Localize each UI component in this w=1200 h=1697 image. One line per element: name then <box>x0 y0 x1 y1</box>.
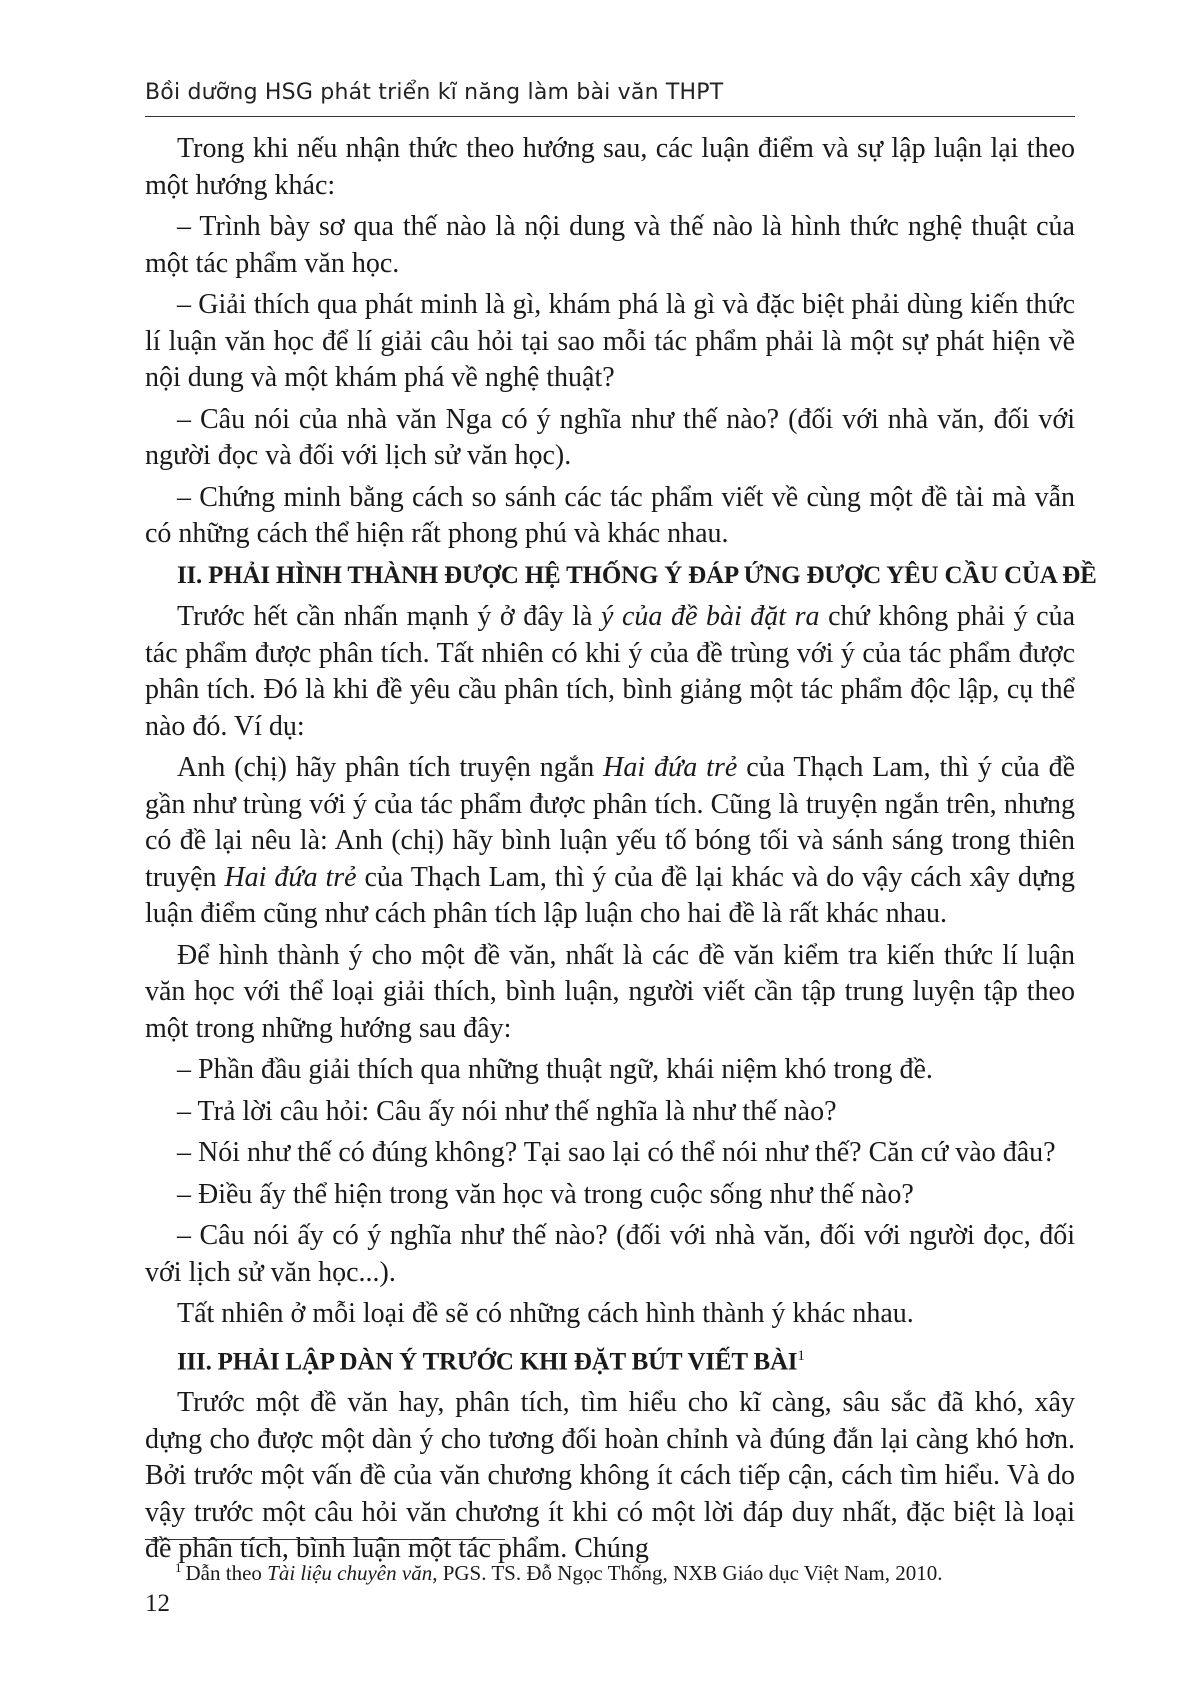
header-divider <box>145 116 1075 117</box>
section-heading-ii: II. PHẢI HÌNH THÀNH ĐƯỢC HỆ THỐNG Ý ĐÁP ỨNG ĐƯỢC YÊU CẦU CỦA ĐỀ <box>177 561 1097 589</box>
text-run: Trước hết cần nhấn mạnh ý ở đây là <box>177 601 602 632</box>
page-number: 12 <box>145 1590 170 1617</box>
paragraph: Trong khi nếu nhận thức theo hướng sau, các luận điểm và sự lập luận lại theo một hướng khác: <box>145 133 1075 201</box>
text-run: chứ không phải ý của tác phẩm được phân tích. Tất nhiên có khi ý của đề trùng với ý của tác phẩm được phân tích. Đó là khi đề yêu cầu phân tích, bình giảng một tác phẩm độc lập, cụ thể nào đó. Ví dụ: <box>145 601 1075 742</box>
list-item: – Câu nói ấy có ý nghĩa như thế nào? (đối với nhà văn, đối với người đọc, đối với lịch sử văn học...). <box>145 1220 1075 1288</box>
running-header: Bồi dưỡng HSG phát triển kĩ năng làm bài văn THPT <box>145 80 724 105</box>
list-item: – Điều ấy thể hiện trong văn học và trong cuộc sống như thế nào? <box>177 1178 914 1210</box>
text-run: của Thạch Lam, thì ý của đề lại khác và do vậy cách xây dựng luận điểm cũng như cách phân tích lập luận cho hai đề là rất khác nhau. <box>145 861 1076 929</box>
paragraph: Trước một đề văn hay, phân tích, tìm hiểu cho kĩ càng, sâu sắc đã khó, xây dựng cho được một dàn ý cho tương đối hoàn chỉnh và đúng đắn lại càng khó hơn. Bởi trước một vấn đề của văn chương không ít cách tiếp cận, cách tìm hiểu. Và do vậy trước một câu hỏi văn chương ít khi có một lời đáp duy nhất, đặc biệt là loại đề phân tích, bình luận một tác phẩm. Chúng <box>145 1387 1075 1565</box>
text-run: của Thạch Lam, thì ý của đề gần như trùng với ý của tác phẩm được phân tích. Cũng là truyện ngắn trên, nhưng có đề lại nêu là: Anh (chị) hãy bình luận yếu tố bóng tối và sánh sáng trong thiên truyện <box>145 752 1075 893</box>
list-item: – Trả lời câu hỏi: Câu ấy nói như thế nghĩa là như thế nào? <box>177 1095 837 1127</box>
section-heading-iii <box>145 1338 1075 1381</box>
footnote <box>175 1555 1075 1586</box>
list-item: – Phần đầu giải thích qua những thuật ngữ, khái niệm khó trong đề. <box>177 1054 933 1085</box>
list-item: – Nói như thế có đúng không? Tại sao lại có thể nói như thế? Căn cứ vào đâu? <box>177 1137 1056 1168</box>
list-item: – Câu nói của nhà văn Nga có ý nghĩa như thế nào? (đối với nhà văn, đối với người đọc và đối với lịch sử văn học). <box>145 403 1075 471</box>
work-title: Hai đứa trẻ <box>224 861 357 893</box>
heading-text: III. PHẢI LẬP DÀN Ý TRƯỚC KHI ĐẶT BÚT VIẾT BÀI <box>177 1347 798 1375</box>
text-run: Anh (chị) hãy phân tích truyện ngắn <box>177 752 604 783</box>
list-item: – Trình bày sơ qua thế nào là nội dung và thế nào là hình thức nghệ thuật của một tác phẩm văn học. <box>145 211 1075 279</box>
paragraph <box>145 750 1075 933</box>
emphasis: ý của đề bài đặt ra <box>601 601 820 632</box>
list-item: – Chứng minh bằng cách so sánh các tác phẩm viết về cùng một đề tài mà vẫn có những cách thể hiện rất phong phú và khác nhau. <box>145 481 1075 549</box>
footnote-divider <box>145 1539 505 1540</box>
list-item: – Giải thích qua phát minh là gì, khám phá là gì và đặc biệt phải dùng kiến thức lí luận văn học để lí giải câu hỏi tại sao mỗi tác phẩm phải là một sự phát hiện về nội dung và một khám phá về nghệ thuật? <box>145 289 1075 393</box>
footnote-marker: 1 <box>175 1560 182 1575</box>
body-text <box>145 131 1097 1573</box>
footnote-text: , PGS. TS. Đỗ Ngọc Thống, NXB Giáo dục Việt Nam, 2010. <box>432 1561 943 1585</box>
paragraph: Tất nhiên ở mỗi loại đề sẽ có những cách hình thành ý khác nhau. <box>177 1298 914 1329</box>
paragraph: Để hình thành ý cho một đề văn, nhất là các đề văn kiểm tra kiến thức lí luận văn học với thể loại giải thích, bình luận, người viết cần tập trung luyện tập theo một trong những hướng sau đây: <box>145 939 1075 1044</box>
paragraph <box>145 599 1075 745</box>
footnote-text: Dẫn theo <box>185 1561 268 1585</box>
footnote-source-title: Tài liệu chuyên văn <box>267 1561 433 1585</box>
footnote-reference[interactable]: 1 <box>797 1347 805 1364</box>
work-title: Hai đứa trẻ <box>603 752 738 783</box>
